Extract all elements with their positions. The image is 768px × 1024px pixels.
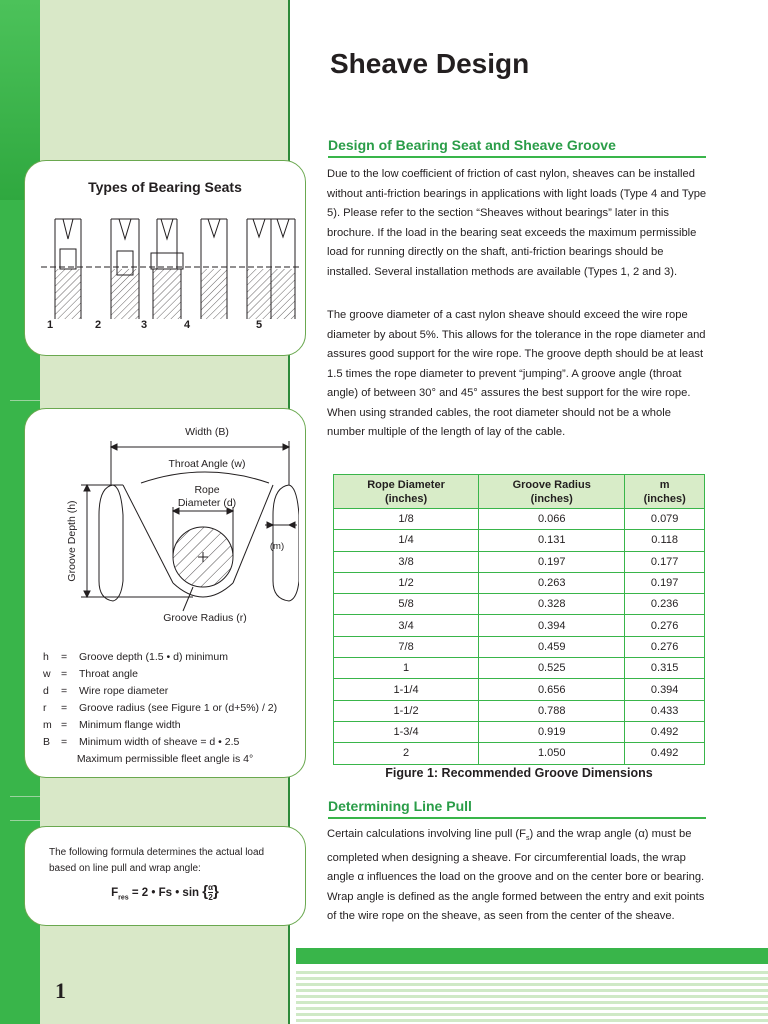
legend-row: h = Groove depth (1.5 • d) minimum [43, 651, 228, 663]
table-row: 3/8 0.197 0.177 [334, 551, 705, 572]
table-row: 1-3/4 0.919 0.492 [334, 721, 705, 742]
groove-cross-section-diagram [33, 415, 299, 641]
legend-row: d = Wire rope diameter [43, 685, 169, 697]
legend-row: r = Groove radius (see Figure 1 or (d+5%) / 2) [43, 702, 278, 714]
groove-dimensions-table [333, 474, 705, 765]
figure-caption: Figure 1: Recommended Groove Dimensions [385, 766, 653, 780]
table-row: 1-1/4 0.656 0.394 [334, 679, 705, 700]
column-header: m (inches) [625, 475, 705, 509]
column-header: Rope Diameter (inches) [334, 475, 479, 509]
groove-diagram-panel [24, 408, 306, 778]
bearing-seats-panel [24, 160, 306, 356]
groove-radius-label: Groove Radius (r) [163, 612, 247, 624]
alpha-over-two: $\frac{\alpha}{2}$ [208, 883, 214, 903]
formula-panel [24, 826, 306, 926]
section-heading-bearing: Design of Bearing Seat and Sheave Groove [328, 137, 616, 153]
table-row: 1/4 0.131 0.118 [334, 530, 705, 551]
band-tick [10, 796, 40, 797]
section-heading-line-pull: Determining Line Pull [328, 798, 472, 814]
page-number: 1 [55, 978, 66, 1003]
table-row: 1 0.525 0.315 [334, 658, 705, 679]
groove-legend [43, 649, 277, 751]
table-header-row [334, 475, 705, 509]
paragraph-bearings: Due to the low coefficient of friction of cast nylon, sheaves can be installed without anti-friction bearings in applications with light loads (Type 4 and Type 5). Please refer to the section “Sheaves without bearings” later in this brochure. If the load in the bearing seat exceeds the maximum permissible load for running directly on the shaft, anti-friction bearings should be installed. Several installation methods are available (Types 1, 2 and 3). [327, 168, 707, 278]
seat-number: 5 [256, 319, 263, 331]
legend-row: w = Throat angle [43, 668, 138, 680]
bottom-green-stripe [296, 948, 768, 964]
formula-intro: The following formula determines the actual load based on line pull and wrap angle: [49, 847, 265, 874]
band-tick [10, 400, 40, 401]
fleet-angle-note: Maximum permissible fleet angle is 4° [76, 753, 254, 765]
bottom-striped-fade [296, 968, 768, 1024]
legend-row: m = Minimum flange width [43, 719, 181, 731]
column-header: Groove Radius (inches) [479, 475, 625, 509]
table-row: 1/2 0.263 0.197 [334, 572, 705, 593]
page-title: Sheave Design [330, 48, 530, 79]
section-rule [328, 156, 706, 158]
table-row: 1-1/2 0.788 0.433 [334, 700, 705, 721]
section-rule [328, 817, 706, 819]
load-formula: $F_{res} = 2$ • Fs • sin { $\frac{\alpha}{2}$ } [111, 883, 219, 903]
width-label: Width (B) [185, 426, 229, 438]
seat-number: 4 [184, 319, 191, 331]
rope-label-line1: Rope [194, 484, 220, 496]
groove-depth-label: Groove Depth (h) [66, 500, 78, 582]
seat-number: 1 [47, 319, 54, 331]
seat-number: 3 [141, 319, 148, 331]
bearing-seats-title: Types of Bearing Seats [88, 179, 242, 195]
rope-label-line2: Diameter (d) [177, 497, 237, 509]
m-label: (m) [269, 541, 285, 552]
bearing-seats-diagram [33, 209, 299, 319]
throat-angle-label: Throat Angle (w) [168, 458, 246, 470]
seat-number: 2 [95, 319, 102, 331]
table-row: 5/8 0.328 0.236 [334, 594, 705, 615]
paragraph-groove: The groove diameter of a cast nylon sheave should exceed the wire rope diameter by about 5%. This allows for the tolerance in the rope diameter and assures good support for the wire rope. The groove depth should be at least 1.5 times the rope diameter to prevent “jumping”. A groove angle (throat angle) of between 30° and 45° assures the best support for the wire rope. When using stranded cables, the root diameter should not be a whole number multiple of the length of lay of the cable. [327, 309, 706, 438]
band-tick [10, 820, 40, 821]
table-row: 1/8 0.066 0.079 [334, 509, 705, 530]
legend-row: B = Minimum width of sheave = d • 2.5 [43, 736, 240, 748]
table-row: 3/4 0.394 0.276 [334, 615, 705, 636]
table-row: 2 1.050 0.492 [334, 743, 705, 764]
table-row: 7/8 0.459 0.276 [334, 636, 705, 657]
paragraph-line-pull: Certain calculations involving line pull $(F_s)$ and the wrap angle (α) must be completed when designing a sheave. For circumferential loads, the wrap angle α influences the load on the groove and on the center bore or bearing. Wrap angle is defined as the angle formed between the entry and exit points of the wire rope on the sheave, as seen from the center of the sheave. [327, 828, 705, 923]
